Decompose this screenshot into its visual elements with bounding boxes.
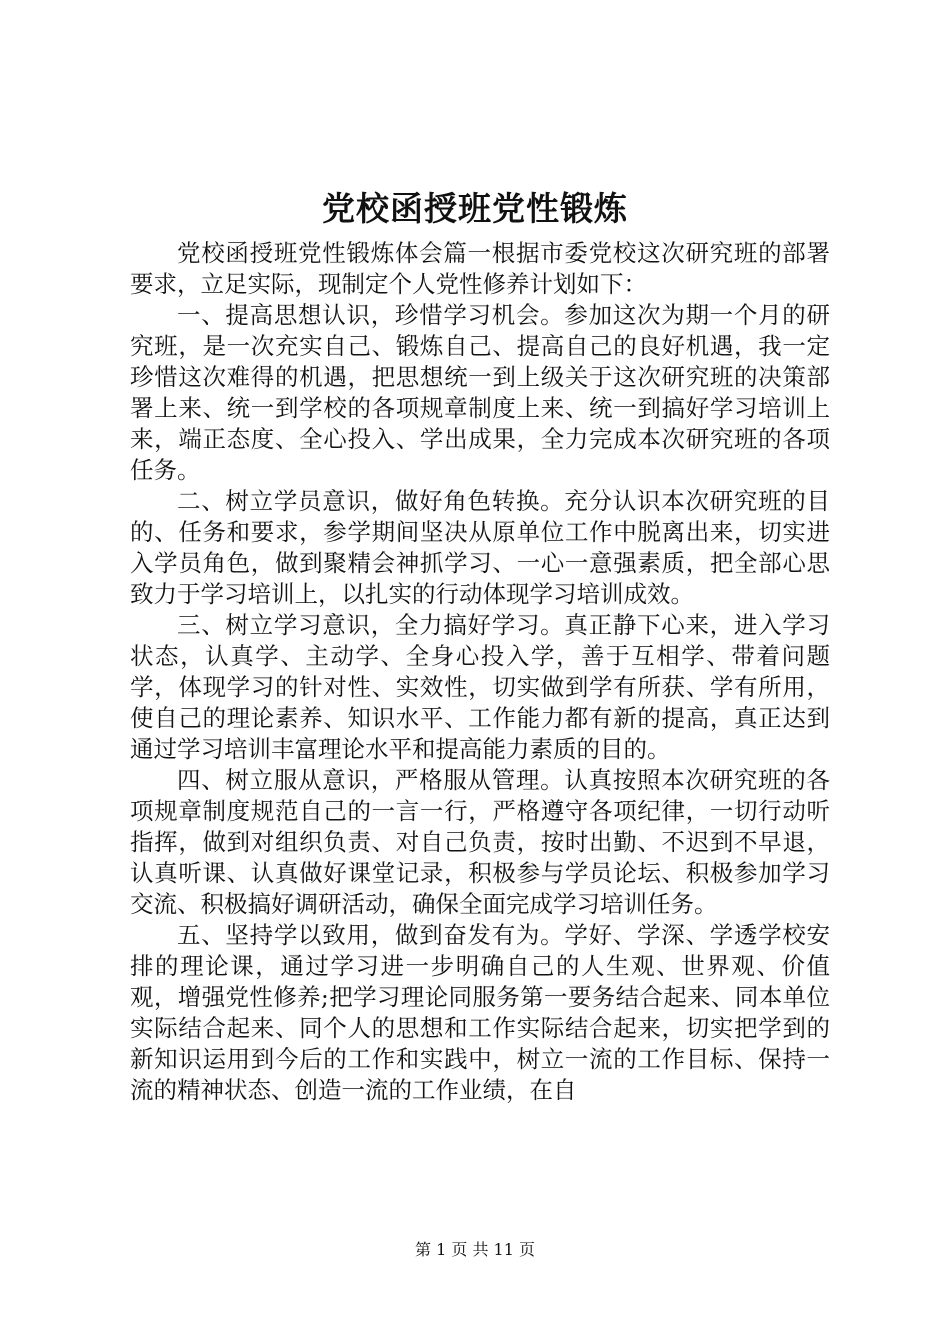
paragraph-section-5: 五、坚持学以致用，做到奋发有为。学好、学深、学透学校安排的理论课，通过学习进一步明确自己的人生观、世界观、价值观，增强党性修养;把学习理论同服务第一要务结合起来、同本单位实际结合起来、同个人的思想和工作实际结合起来，切实把学到的新知识运用到今后的工作和实践中，树立一流的工作目标、保持一流的精神状态、创造一流的工作业绩，在自 xyxy=(130,921,830,1104)
paragraph-section-3: 三、树立学习意识，全力搞好学习。真正静下心来，进入学习状态，认真学、主动学、全身心投入学，善于互相学、带着问题学，体现学习的针对性、实效性，切实做到学有所获、学有所用，使自己的理论素养、知识水平、工作能力都有新的提高，真正达到通过学习培训丰富理论水平和提高能力素质的目的。 xyxy=(130,611,830,763)
paragraph-intro: 党校函授班党性锻炼体会篇一根据市委党校这次研究班的部署要求，立足实际，现制定个人党性修养计划如下： xyxy=(130,239,830,298)
document-title: 党校函授班党性锻炼 xyxy=(322,189,628,228)
paragraph-section-1: 一、提高思想认识，珍惜学习机会。参加这次为期一个月的研究班，是一次充实自己、锻炼自己、提高自己的良好机遇，我一定珍惜这次难得的机遇，把思想统一到上级关于这次研究班的决策部署上来、统一到学校的各项规章制度上来、统一到搞好学习培训上来，端正态度、全心投入、学出成果，全力完成本次研究班的各项任务。 xyxy=(130,301,830,484)
paragraph-section-4: 四、树立服从意识，严格服从管理。认真按照本次研究班的各项规章制度规范自己的一言一行，严格遵守各项纪律，一切行动听指挥，做到对组织负责、对自己负责，按时出勤、不迟到不早退，认真听课、认真做好课堂记录，积极参与学员论坛、积极参加学习交流、积极搞好调研活动，确保全面完成学习培训任务。 xyxy=(130,766,830,918)
page-number-footer: 第 1 页 共 11 页 xyxy=(415,1240,535,1259)
paragraph-section-2: 二、树立学员意识，做好角色转换。充分认识本次研究班的目的、任务和要求，参学期间坚决从原单位工作中脱离出来，切实进入学员角色，做到聚精会神抓学习、一心一意强素质，把全部心思致力于学习培训上，以扎实的行动体现学习培训成效。 xyxy=(130,487,830,608)
document-body xyxy=(130,238,830,1106)
